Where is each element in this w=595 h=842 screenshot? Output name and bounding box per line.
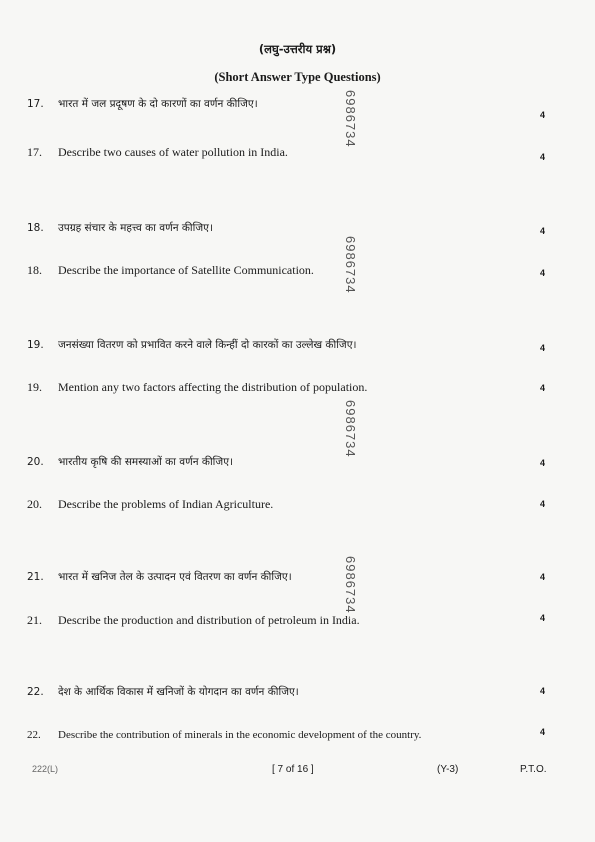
question-20-hindi-marks: 4 <box>540 458 546 468</box>
question-22-english: 22. Describe the contribution of minerals in the economic development of the country. <box>27 729 422 741</box>
question-18-hindi-marks: 4 <box>540 226 546 236</box>
section-heading-hindi: (लघु-उत्तरीय प्रश्न) <box>258 42 337 56</box>
question-19-hindi: 19. जनसंख्या वितरण को प्रभावित करने वाले किन्हीं दो कारकों का उल्लेख कीजिए। <box>27 339 357 351</box>
page-number: [ 7 of 16 ] <box>272 764 314 775</box>
question-17-hindi: 17. भारत में जल प्रदूषण के दो कारणों का वर्णन कीजिए। <box>27 98 258 110</box>
series-code: (Y-3) <box>437 764 459 775</box>
question-21-hindi-marks: 4 <box>540 572 546 582</box>
watermark-serial: 6986734 <box>343 556 358 614</box>
question-20-english: 20. Describe the problems of Indian Agriculture. <box>27 497 274 511</box>
watermark-serial: 6986734 <box>343 90 358 148</box>
question-17-english: 17. Describe two causes of water pollution in India. <box>27 145 288 159</box>
question-19-hindi-marks: 4 <box>540 343 546 353</box>
question-21-english: 21. Describe the production and distribution of petroleum in India. <box>27 613 360 627</box>
question-20-hindi: 20. भारतीय कृषि की समस्याओं का वर्णन कीजिए। <box>27 456 233 468</box>
question-17-hindi-marks: 4 <box>540 110 546 120</box>
question-18-hindi: 18. उपग्रह संचार के महत्त्व का वर्णन कीजिए। <box>27 222 213 234</box>
watermark-serial: 6986734 <box>343 236 358 294</box>
question-19-english-marks: 4 <box>540 383 546 393</box>
question-19-english: 19. Mention any two factors affecting the distribution of population. <box>27 380 368 394</box>
question-22-hindi-marks: 4 <box>540 686 546 696</box>
question-18-english: 18. Describe the importance of Satellite Communication. <box>27 263 314 277</box>
question-20-english-marks: 4 <box>540 499 546 509</box>
section-heading-english: (Short Answer Type Questions) <box>214 70 381 84</box>
question-22-english-marks: 4 <box>540 727 546 737</box>
question-21-english-marks: 4 <box>540 613 546 623</box>
watermark-serial: 6986734 <box>343 400 358 458</box>
question-17-english-marks: 4 <box>540 152 546 162</box>
question-21-hindi: 21. भारत में खनिज तेल के उत्पादन एवं वितरण का वर्णन कीजिए। <box>27 571 292 583</box>
please-turn-over: P.T.O. <box>520 764 547 775</box>
question-22-hindi: 22. देश के आर्थिक विकास में खनिजों के योगदान का वर्णन कीजिए। <box>27 686 299 698</box>
question-18-english-marks: 4 <box>540 268 546 278</box>
paper-code: 222(L) <box>32 764 59 774</box>
